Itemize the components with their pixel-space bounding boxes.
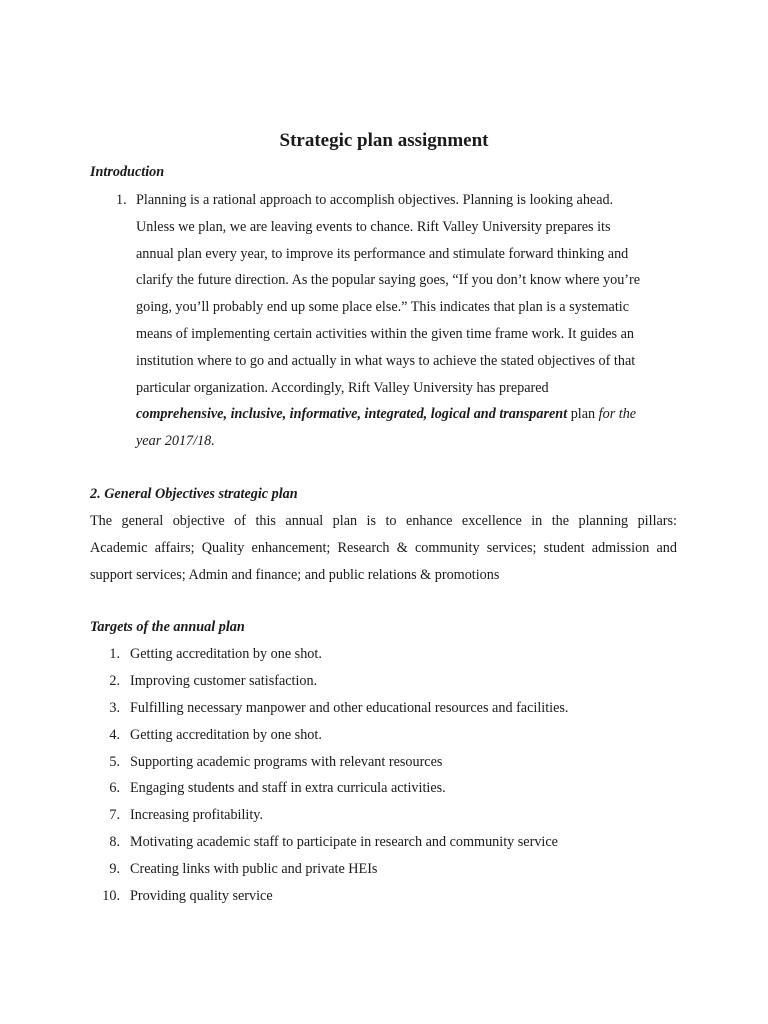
list-item: [0, 722, 768, 749]
paragraph-line: The general objective of this annual plan is to enhance excellence in the planning pillars:: [90, 513, 677, 529]
list-item: [0, 829, 768, 856]
paragraph-line: support services; Admin and finance; and public relations & promotions: [90, 567, 500, 583]
list-item: [0, 856, 768, 883]
paragraph-line-emphasis: [136, 401, 676, 428]
general-objectives-paragraph: [90, 508, 677, 589]
list-number: 9.: [109, 861, 120, 878]
list-item-text: Engaging students and staff in extra curricula activities.: [130, 780, 446, 797]
paragraph-line: institution where to go and actually in what ways to achieve the stated objectives of that: [136, 352, 636, 369]
list-number: 4.: [109, 726, 120, 743]
list-number: 2.: [109, 672, 120, 689]
list-item-text: Getting accreditation by one shot.: [130, 646, 322, 662]
paragraph-line: annual plan every year, to improve its performance and stimulate forward thinking and: [136, 245, 629, 262]
list-item: [0, 641, 768, 668]
list-number: 1.: [109, 646, 120, 662]
paragraph-line: Unless we plan, we are leaving events to chance. Rift Valley University prepares its: [136, 218, 611, 235]
emphasis-text: comprehensive, inclusive, informative, integrated, logical and transparent: [136, 406, 568, 423]
list-number: 7.: [109, 807, 120, 824]
list-item-text: Motivating academic staff to participate in research and community service: [130, 834, 558, 851]
paragraph-line: Planning is a rational approach to accomplish objectives. Planning is looking ahead.: [136, 192, 614, 208]
paragraph-line: means of implementing certain activities within the given time frame work. It guides an: [136, 325, 634, 342]
list-item-text: Fulfilling necessary manpower and other educational resources and facilities.: [130, 699, 569, 716]
list-number: 3.: [109, 699, 120, 716]
list-number: 8.: [109, 834, 120, 851]
general-objectives-heading: 2. General Objectives strategic plan: [90, 486, 298, 502]
paragraph-line: going, you’ll probably end up some place else.” This indicates that plan is a systematic: [136, 299, 630, 316]
for-the-text: for the: [598, 406, 637, 423]
introduction-paragraph: [136, 187, 676, 455]
list-item-text: Increasing profitability.: [130, 807, 264, 824]
list-item-text: Improving customer satisfaction.: [130, 672, 318, 689]
list-item: [0, 775, 768, 802]
paragraph-line: clarify the future direction. As the popular saying goes, “If you don’t know where you’re: [136, 272, 641, 289]
list-number: 5.: [109, 753, 120, 770]
targets-list: [0, 641, 768, 910]
list-item: [0, 668, 768, 695]
list-item-text: Supporting academic programs with relevant resources: [130, 753, 443, 770]
list-item: [0, 695, 768, 722]
introduction-heading: Introduction: [90, 164, 165, 180]
plan-word: plan: [567, 406, 599, 423]
document-title: Strategic plan assignment: [279, 130, 489, 151]
list-number: 1.: [116, 192, 127, 208]
list-item-text: Providing quality service: [130, 888, 273, 905]
targets-heading: Targets of the annual plan: [90, 619, 245, 635]
list-number: 10.: [102, 888, 120, 905]
list-item: [0, 883, 768, 910]
list-item: [0, 802, 768, 829]
paragraph-line: Academic affairs; Quality enhancement; Research & community services; student admission and: [90, 540, 677, 556]
list-number: 6.: [109, 780, 120, 797]
year-text: year 2017/18.: [136, 433, 215, 450]
list-item-text: Getting accreditation by one shot.: [130, 726, 322, 743]
list-item-text: Creating links with public and private HEIs: [130, 861, 378, 878]
paragraph-line: particular organization. Accordingly, Rift Valley University has prepared: [136, 379, 549, 396]
list-item: [0, 749, 768, 776]
